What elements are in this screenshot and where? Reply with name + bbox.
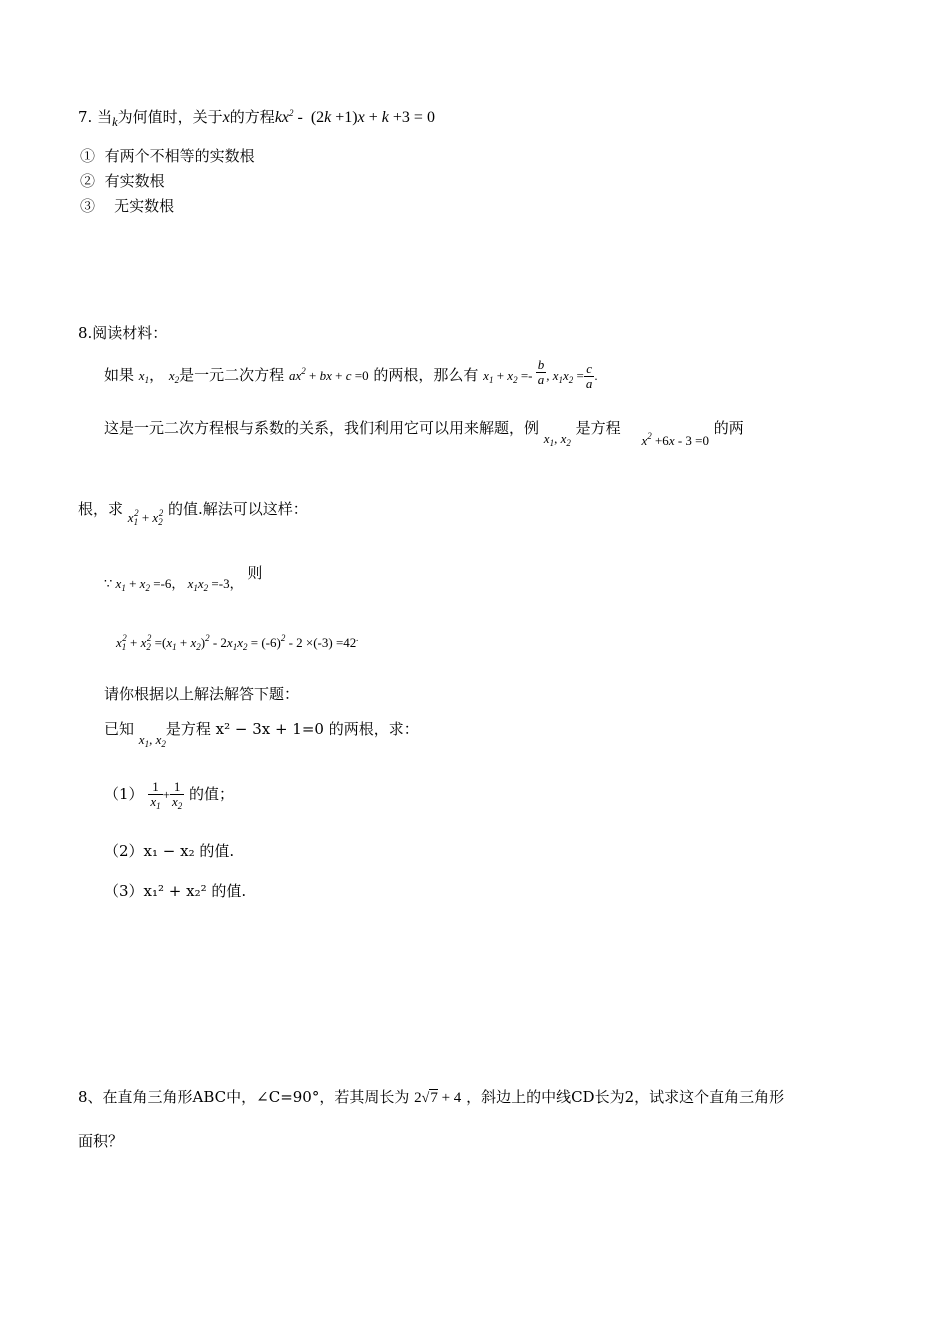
- sub-item-label: （2）: [104, 842, 144, 860]
- q7-var-k: k: [112, 115, 118, 129]
- q8-known-text: 已知: [104, 720, 135, 738]
- math-example-eq: $x^2 +6x - 3 =0$: [641, 431, 710, 448]
- q8-sub-item-2: [104, 840, 234, 861]
- math-x2: $x_2$: [168, 367, 180, 385]
- q7-stem: [78, 106, 435, 130]
- q8-sub-item-1: [104, 780, 234, 812]
- q7-tail: 的方程: [229, 108, 275, 126]
- q8-because-line: [104, 562, 263, 593]
- q8-sub-item-3: [104, 880, 246, 901]
- math-x1: $x_1$: [138, 367, 150, 385]
- q7-equation: $kx^2 - (2k +1)x + k +3 = 0$: [274, 108, 435, 126]
- q8-because-tail: 则: [247, 564, 263, 582]
- sub-item-tail: 的值；: [189, 785, 235, 804]
- q7-option-text: 有实数根: [104, 172, 165, 190]
- q8-known-text: 是方程 x² − 3x + 1=0 的两根，求：: [165, 720, 419, 738]
- math-vieta: $x_1 + x_2$ =- $\frac{b}{a}$ , $x_1x_2$ = $\frac{c}{a}$ .: [483, 357, 598, 392]
- math-because: ∵ $x_1 + x_2 =-6$， $x_1x_2 =-3$，: [104, 576, 243, 593]
- q7-option-marker: ③: [80, 197, 96, 215]
- sub-item-text: x₁² + x₂² 的值.: [143, 882, 247, 900]
- q8-p2-text: 的两: [713, 419, 744, 437]
- q9-text: 8、在直角三角形ABC中，∠C=90°，若其周长为: [78, 1088, 410, 1106]
- q9-text: ，斜边上的中线CD长为2，试求这个直角三角形: [466, 1088, 785, 1106]
- q7-option-marker: ①: [80, 147, 96, 165]
- q8-p1-text: 是一元二次方程: [179, 365, 285, 384]
- sub-item-label: （1）: [104, 785, 144, 804]
- q8-p2-text: 这是一元二次方程根与系数的关系，我们利用它可以用来解题，例: [104, 419, 540, 437]
- q8-solution-line: $x_1^2 + x_2^2 =(x_1 + x_2)^2 - 2x_1x_2 = (-6)^2 - 2 \times(-3) =42^.$: [116, 633, 359, 652]
- q7-var-x: x: [222, 109, 230, 126]
- sub-item-text: x₁ − x₂ 的值.: [143, 842, 235, 860]
- q8-p1-comma: ，: [149, 365, 165, 384]
- math-quadratic: $ax^2$ + bx + c =0: [288, 365, 369, 383]
- q8-ask: 请你根据以上解法解答下题：: [104, 685, 300, 703]
- math-roots: $x_1$, $x_2$: [138, 732, 166, 749]
- q7-lead: 当: [97, 108, 113, 126]
- math-roots: $x_1$, $x_2$: [543, 431, 571, 448]
- q9-line-1: [78, 1086, 784, 1107]
- q7-option-text: 有两个不相等的实数根: [104, 147, 255, 165]
- math-perimeter: 2√7 + 4: [414, 1090, 462, 1106]
- sub-item-label: （3）: [104, 882, 144, 900]
- q7-option-text: 无实数根: [114, 197, 175, 215]
- q7-option-3: [80, 195, 174, 216]
- q8-p3-text: 的值.解法可以这样：: [167, 500, 308, 518]
- math-sum-squares: $x_1^2 + x_2^2$: [127, 508, 164, 527]
- q7-mid: 为何值时，关于: [117, 108, 223, 126]
- q8-p2-text: 是方程: [575, 419, 621, 437]
- q8-paragraph-1: [104, 357, 598, 392]
- q8-known: [104, 718, 419, 749]
- q9-line-2: 面积？: [78, 1132, 124, 1150]
- q8-heading: 8.阅读材料：: [78, 324, 168, 342]
- q8-paragraph-3: [78, 498, 308, 527]
- q8-p1-text: 如果: [104, 365, 135, 384]
- q7-number: 7.: [78, 108, 93, 126]
- q7-option-2: [80, 170, 165, 191]
- q7-option-1: [80, 145, 255, 166]
- q8-p1-text: 的两根，那么有: [373, 365, 479, 384]
- q8-paragraph-2: [104, 417, 744, 448]
- math-reciprocal-sum: $\frac{1}{x_1}$ + $\frac{1}{x_2}$: [150, 779, 183, 812]
- q7-option-marker: ②: [80, 172, 96, 190]
- q8-p3-text: 根，求: [78, 500, 124, 518]
